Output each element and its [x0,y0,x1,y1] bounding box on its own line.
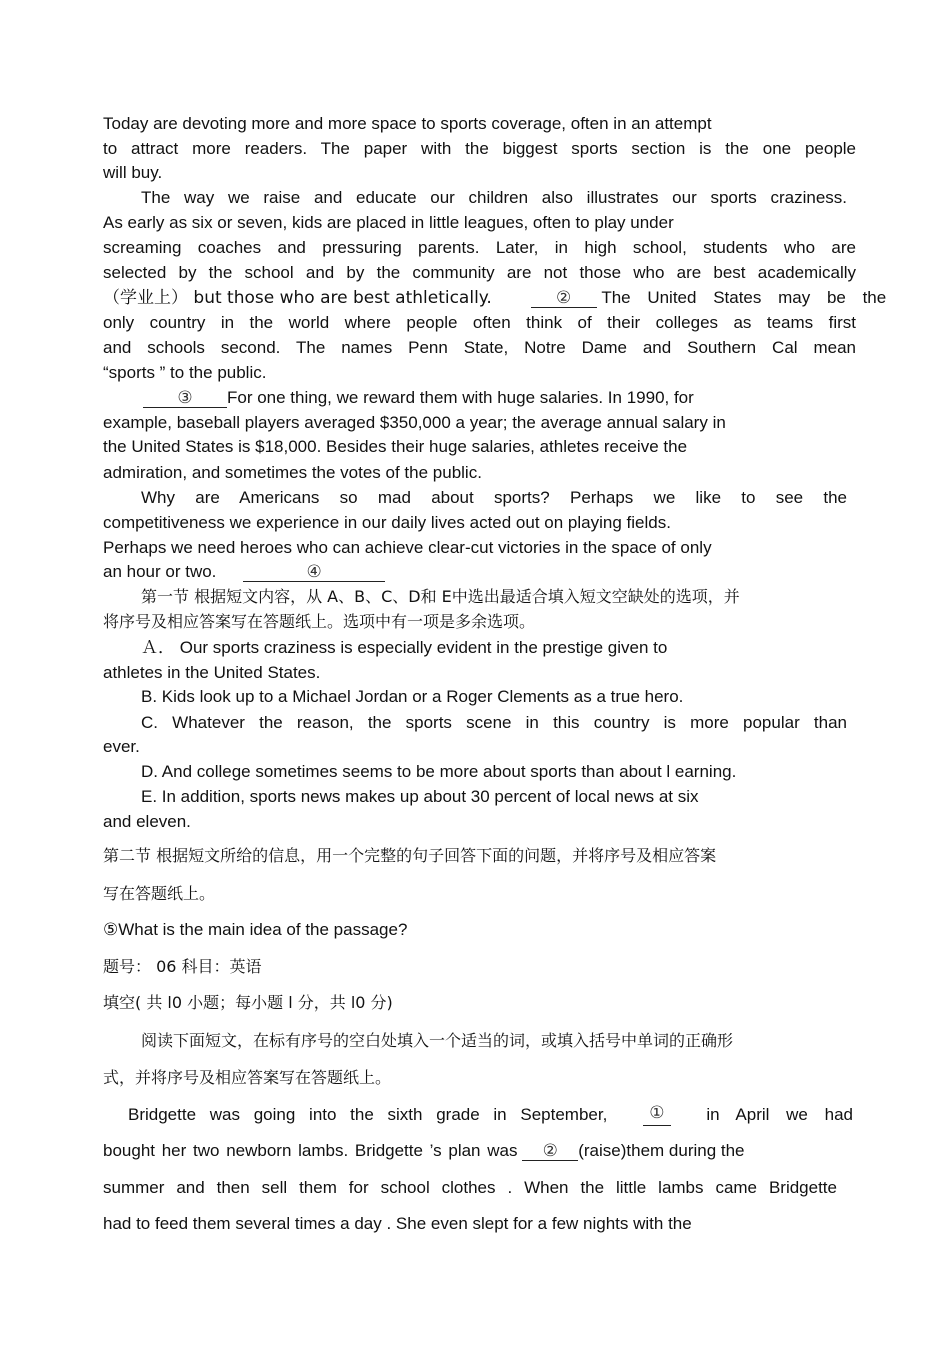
passage2-line [128,1104,853,1126]
section2-instruction: 第二节 根据短文所给的信息，用一个完整的句子回答下面的问题，并将序号及相应答案 [103,846,717,865]
passage-line: Why are Americans so mad about sports? Perhaps we like to see the [141,488,847,507]
passage-line: Today are devoting more and more space to sports coverage, often in an attempt [103,114,712,133]
blank-4: ④ [243,563,385,582]
passage-line: The way we raise and educate our children also illustrates our sports craziness. [141,188,847,207]
fill-line: 填空( 共 l0 小题；每小题 l 分，共 l0 分) [103,993,393,1012]
option-d: D. And college sometimes seems to be more about sports than about l earning. [141,762,737,781]
item-line: 题号： 06 科目：英语 [103,957,262,976]
option-c: C. Whatever the reason, the sports scene in this country is more popular than [141,713,847,732]
fill-instruction: 式，并将序号及相应答案写在答题纸上。 [103,1068,392,1087]
passage-line: and schools second. The names Penn State, Notre Dame and Southern Cal mean [103,338,856,357]
passage-line: will buy. [103,163,163,182]
passage-text: The United States may be the [601,288,887,307]
blank-2: ② [531,289,597,308]
passage-text: an hour or two. [103,562,217,581]
passage-line [103,287,886,309]
passage2-line: summer and then sell them for school clothes . When the little lambs came Bridgette [103,1178,837,1197]
passage-line [143,387,694,409]
option-a-cont: athletes in the United States. [103,663,321,682]
section1-instruction: 将序号及相应答案写在答题纸上。选项中有一项是多余选项。 [103,612,536,631]
passage-line: example, baseball players averaged $350,000 a year; the average annual salary in [103,413,726,432]
passage2-text: in April we had [706,1105,853,1124]
blank-p2-1: ① [643,1104,671,1126]
passage-line: Perhaps we need heroes who can achieve clear-cut victories in the space of only [103,538,712,557]
passage2-text: bought her two newborn lambs. Bridgette ’s plan was [103,1141,518,1160]
option-text: Our sports craziness is especially evident in the prestige given to [179,638,668,657]
option-e: E. In addition, sports news makes up about 30 percent of local news at six [141,787,699,806]
option-e-cont: and eleven. [103,812,191,831]
passage-text: （学业上） but those who are best athletically. [103,288,492,308]
option-a [141,637,667,659]
blank-p2-2: ② [522,1142,578,1161]
passage-line: screaming coaches and pressuring parents. Later, in high school, students who are [103,238,856,257]
passage-line: the United States is $18,000. Besides their huge salaries, athletes receive the [103,437,688,456]
section1-instruction: 第一节 根据短文内容，从 A、B、C、D和 E中选出最适合填入短文空缺处的选项，并 [141,587,740,606]
section2-instruction: 写在答题纸上。 [103,884,216,903]
passage2-text: (raise)them during the [578,1141,745,1160]
passage-line: competitiveness we experience in our daily lives acted out on playing fields. [103,513,671,532]
option-c-cont: ever. [103,737,140,756]
option-label: Ａ． [141,638,175,657]
question-5: ⑤What is the main idea of the passage? [103,920,408,939]
blank-3: ③ [143,389,227,408]
passage2-text: Bridgette was going into the sixth grade in September, [128,1105,608,1124]
passage-line [103,561,385,583]
passage-line: to attract more readers. The paper with the biggest sports section is the one people [103,139,856,158]
fill-instruction: 阅读下面短文，在标有序号的空白处填入一个适当的词，或填入括号中单词的正确形 [141,1031,734,1050]
passage-line: admiration, and sometimes the votes of the public. [103,463,482,482]
passage-text: For one thing, we reward them with huge salaries. In 1990, for [227,388,694,407]
passage-line: selected by the school and by the community are not those who are best academically [103,263,856,282]
passage-line: As early as six or seven, kids are placed in little leagues, often to play under [103,213,674,232]
passage-line: only country in the world where people often think of their colleges as teams first [103,313,856,332]
passage-line: “sports ” to the public. [103,363,267,382]
passage2-line: had to feed them several times a day . She even slept for a few nights with the [103,1214,692,1233]
option-b: B. Kids look up to a Michael Jordan or a Roger Clements as a true hero. [141,687,684,706]
passage2-line [103,1140,745,1162]
